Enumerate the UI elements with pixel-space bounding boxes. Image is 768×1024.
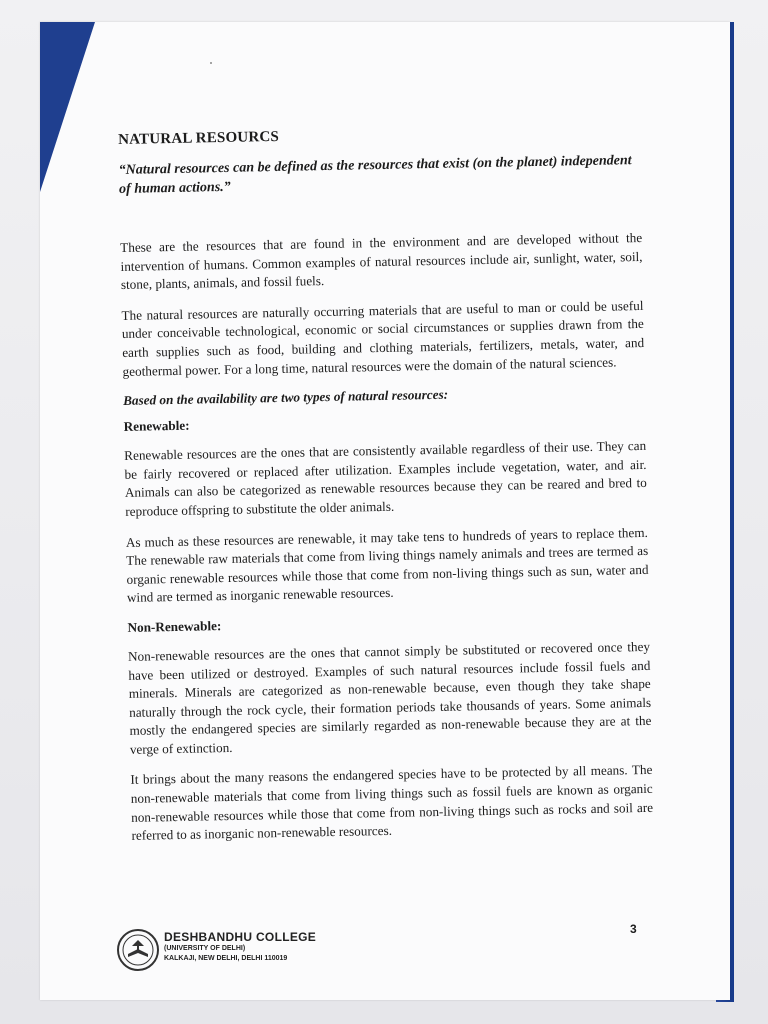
availability-heading: Based on the availability are two types of natural resources: xyxy=(123,386,449,409)
non-renewable-paragraph-2: It brings about the many reasons the endangered species have to be protected by all means. The non-renewable materials that come from living things such as fossil fuels are known as organic non-renewable resources while those that come from non-living things such as rocks and soil are referred to as inorganic non-renewable resources. xyxy=(130,762,654,844)
definition-quote: “Natural resources can be defined as the resources that exist (on the planet) independent of human actions.” xyxy=(118,153,632,197)
page-title: NATURAL RESOURCS xyxy=(118,128,280,148)
college-emblem-icon xyxy=(116,928,160,972)
college-name: DESHBANDHU COLLEGE xyxy=(164,930,317,944)
scan-corner-left xyxy=(40,22,95,192)
non-renewable-paragraph-1: Non-renewable resources are the ones that cannot simply be substituted or recovered once they have been utilized or destroyed. Examples of such natural resources include fossil fuels and minerals. Minerals are categorized as non-renewable because, even though they take shape naturally through the rock cycle, their formation periods take thousands of years. Some animals mostly the endangered species are similarly regarded as non-renewable because they are at the verge of extinction. xyxy=(127,638,652,757)
document-page xyxy=(40,22,730,1000)
renewable-paragraph-2: As much as these resources are renewable, it may take tens to hundreds of years to replace them. The renewable raw materials that come from living things namely animals and trees are termed as organic renewable resources while those that come from non-living things such as sun, water and wind are termed as inorganic renewable resources. xyxy=(125,524,649,606)
college-address: KALKAJI, NEW DELHI, DELHI 110019 xyxy=(164,955,288,962)
college-university: (UNIVERSITY OF DELHI) xyxy=(164,945,246,952)
intro-paragraph-1: These are the resources that are found in the environment and are developed without the intervention of humans. Common examples of natural resources include air, sunlight, water, soil, stone, plants, animals, and fossil fuels. xyxy=(120,229,643,293)
college-footer xyxy=(164,930,316,964)
intro-paragraph-2: The natural resources are naturally occurring materials that are useful to man or could be useful under conceivable technological, economic or social circumstances or supplies drawn from the earth supplies such as food, building and clothing materials, fertilizers, metals, water, and geothermal power. For a long time, natural resources were the domain of the natural sciences. xyxy=(121,297,645,379)
renewable-paragraph-1: Renewable resources are the ones that are consistently available regardless of their use. They can be fairly recovered or replaced after utilization. Examples include vegetation, water, and air. Animals can also be categorized as renewable resources because they can be reared and bred to reproduce offspring to substitute the older animals. xyxy=(124,438,647,519)
scan-speck xyxy=(210,62,212,64)
page-content xyxy=(118,122,654,858)
page-number: 3 xyxy=(630,922,637,936)
non-renewable-heading: Non-Renewable: xyxy=(127,618,222,635)
renewable-heading: Renewable: xyxy=(123,417,190,435)
